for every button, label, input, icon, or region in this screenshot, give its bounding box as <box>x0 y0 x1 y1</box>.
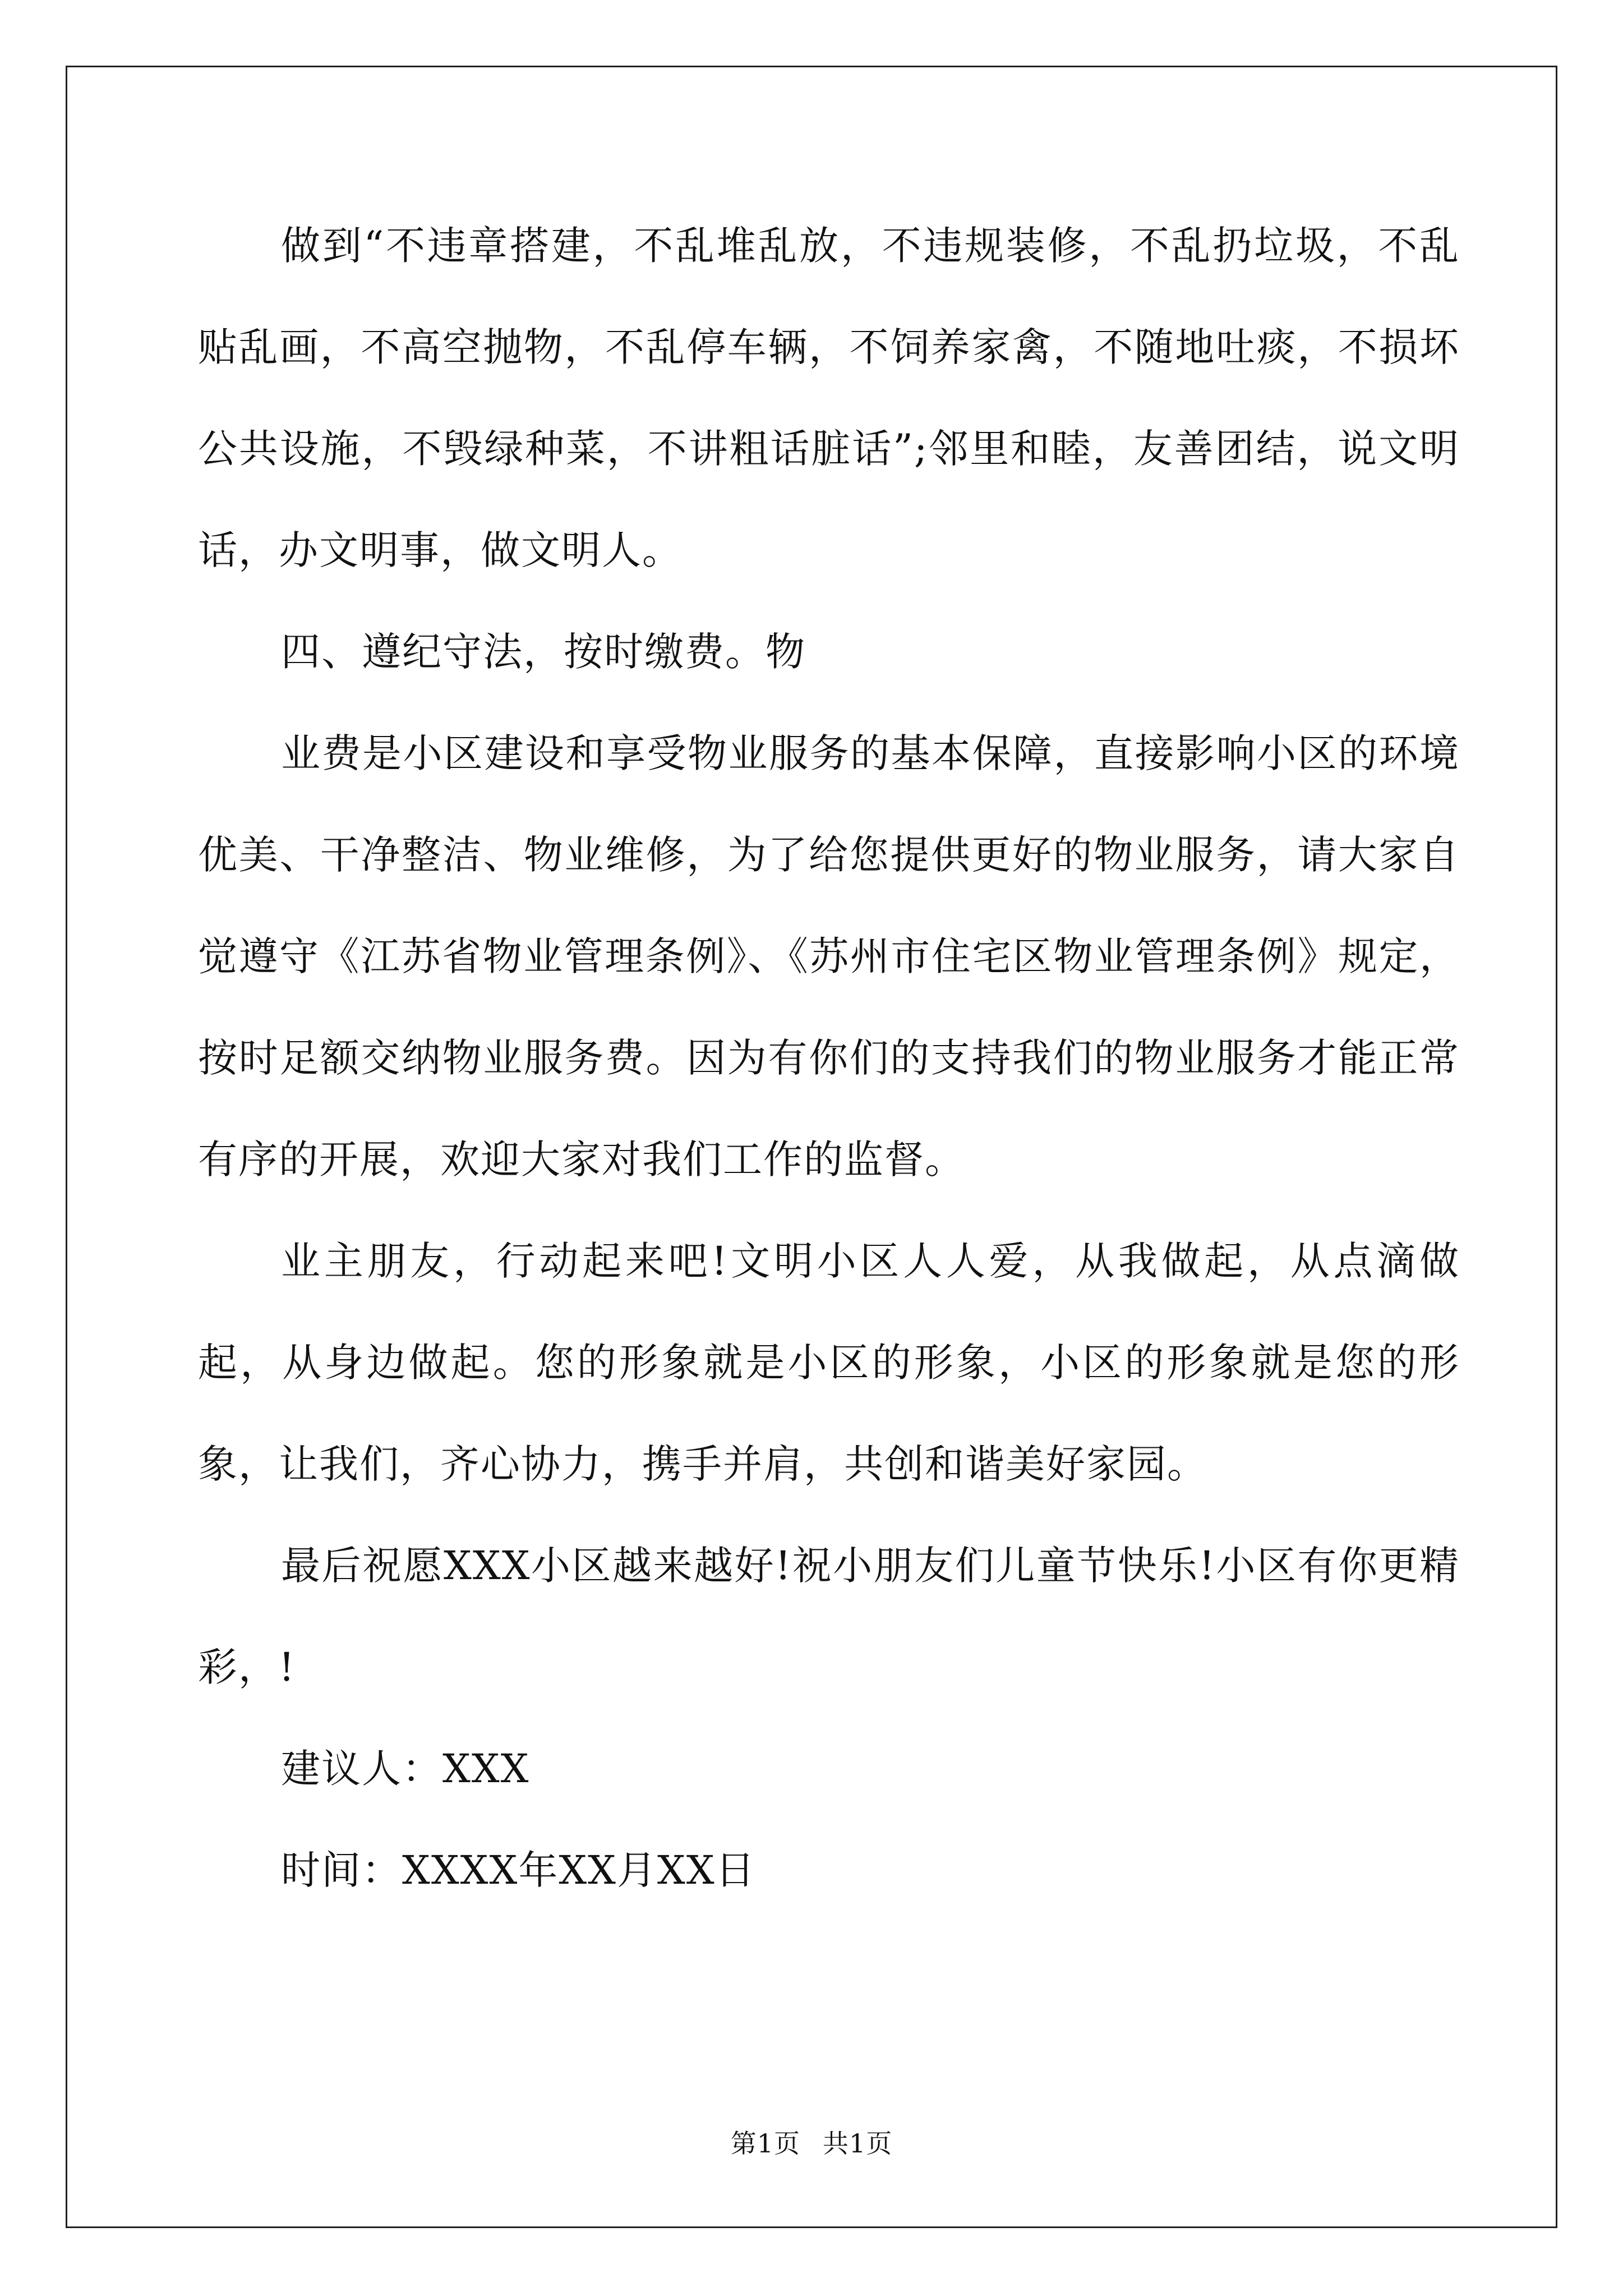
page-total: 共1页 <box>823 2128 893 2159</box>
paragraph-call-to-action: 业主朋友，行动起来吧!文明小区人人爱，从我做起，从点滴做起，从身边做起。您的形象就是小区的形象，小区的形象就是您的形象，让我们，齐心协力，携手并肩，共创和谐美好家园。 <box>198 1238 1460 1487</box>
paragraph-closing-wishes: 最后祝愿XXX小区越来越好!祝小朋友们儿童节快乐!小区有你更精彩，! <box>198 1543 1460 1690</box>
document-body <box>198 195 1460 1921</box>
paragraph-property-fee: 业费是小区建设和享受物业服务的基本保障，直接影响小区的环境优美、干净整洁、物业维修，为了给您提供更好的物业服务，请大家自觉遵守《江苏省物业管理条例》、《苏州市住宅区物业管理条例》规定，按时足额交纳物业服务费。因为有你们的支持我们的物业服务才能正常有序的开展，欢迎大家对我们工作的监督。 <box>198 730 1460 1182</box>
paragraph-civility-rules: 做到“不违章搭建，不乱堆乱放，不违规装修，不乱扔垃圾，不乱贴乱画，不高空抛物，不乱停车辆，不饲养家禽，不随地吐痰，不损坏公共设施，不毁绿种菜，不讲粗话脏话”;邻里和睦，友善团结，说文明话，办文明事，做文明人。 <box>198 223 1460 573</box>
paragraph-proposer: 建议人：XXX <box>281 1746 530 1792</box>
page-footer <box>0 2123 1623 2160</box>
page-number: 第1页 <box>730 2128 800 2159</box>
paragraph-date: 时间：XXXX年XX月XX日 <box>281 1847 756 1893</box>
paragraph-section-four-heading: 四、遵纪守法，按时缴费。物 <box>281 629 806 675</box>
